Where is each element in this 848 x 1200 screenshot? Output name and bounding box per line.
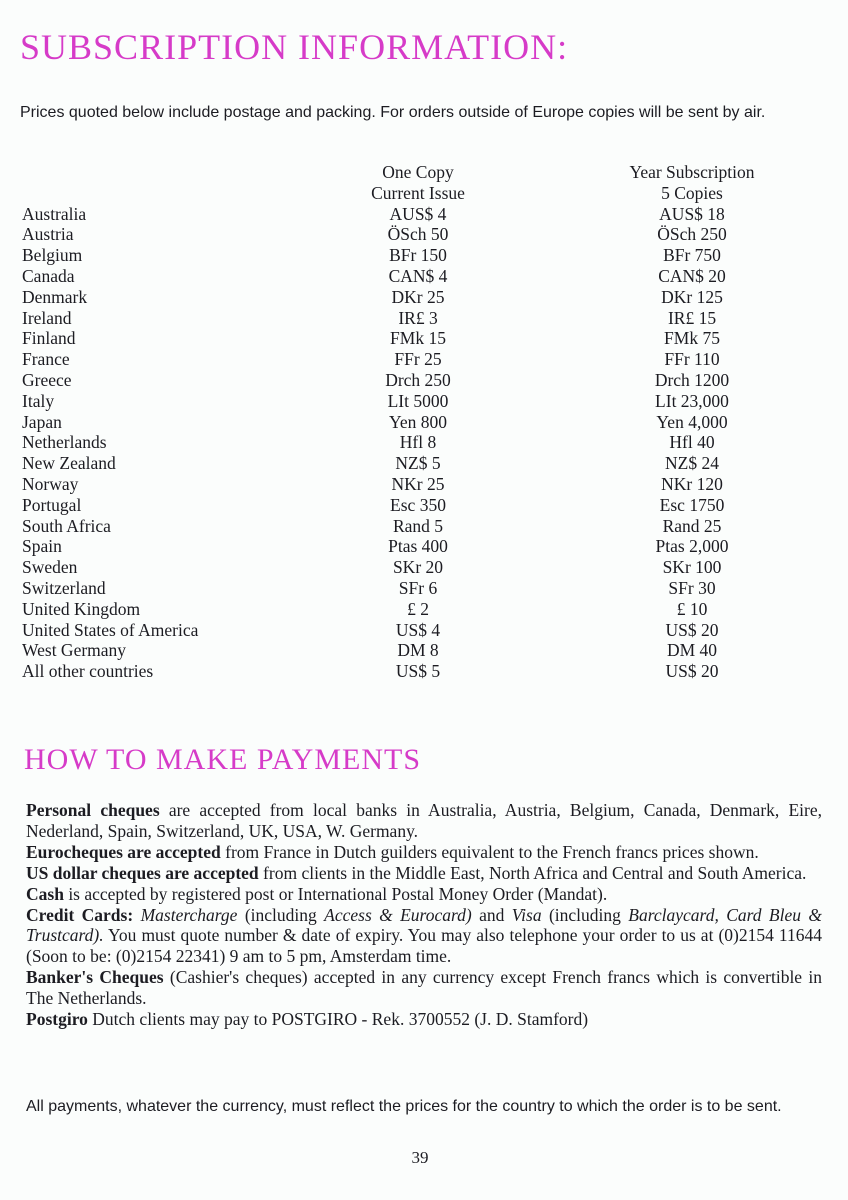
paragraph-text: are accepted from local banks in Australia, Austria, Belgium, Canada, Denmark, Eire, Nederland, Spain, Switzerland, UK, USA, W. Germany.	[26, 800, 822, 841]
paragraph-text: Dutch clients may pay to POSTGIRO - Rek. 3700552 (J. D. Stamford)	[87, 1009, 589, 1030]
one-copy-price: NZ$ 5	[395, 453, 441, 474]
table-row	[22, 578, 812, 599]
year-price: Yen 4,000	[656, 411, 728, 432]
header-line: 5 Copies	[661, 182, 723, 203]
year-price: DM 40	[666, 640, 718, 661]
paragraph-text: from clients in the Middle East, North Africa and Central and South America.	[258, 862, 807, 883]
country-cell: Denmark	[22, 286, 88, 307]
year-price: US$ 20	[665, 619, 719, 640]
year-price: £ 10	[676, 598, 708, 619]
year-price: NZ$ 24	[665, 453, 719, 474]
header-line: One Copy	[382, 162, 454, 182]
bankers-cheques-paragraph	[26, 967, 822, 1009]
country-cell: New Zealand	[22, 453, 116, 474]
page-title: SUBSCRIPTION INFORMATION:	[20, 27, 569, 67]
table-row	[22, 495, 812, 516]
header-line: Year Subscription	[629, 162, 755, 182]
one-copy-price: FFr 25	[394, 349, 442, 370]
bold-term: Postgiro	[26, 1009, 88, 1030]
year-subscription-header	[592, 162, 792, 204]
paragraph-text: You must quote number & date of expiry. You may also telephone your order to us at (0)2154 11644 (Soon to be: (0)2154 22341) 9 am to 5 pm, Amsterdam time.	[26, 925, 822, 967]
table-row	[22, 349, 812, 370]
one-copy-price: Rand 5	[392, 515, 444, 536]
year-price: IR£ 15	[667, 307, 717, 328]
country-cell: Switzerland	[22, 577, 106, 598]
one-copy-price: US$ 4	[395, 619, 441, 640]
price-rows	[22, 204, 812, 682]
page-number: 39	[411, 1148, 429, 1167]
table-row	[22, 224, 812, 245]
us-dollar-paragraph	[26, 863, 822, 884]
table-row	[22, 661, 812, 682]
year-price: AUS$ 18	[659, 203, 725, 224]
table-row	[22, 516, 812, 537]
country-cell: Spain	[22, 536, 62, 557]
italic-term: Mastercharge	[140, 904, 238, 925]
one-copy-price: Drch 250	[385, 369, 451, 390]
table-row	[22, 453, 812, 474]
paragraph-text: (including	[541, 904, 629, 925]
country-cell: France	[22, 349, 70, 370]
year-price: Drch 1200	[654, 369, 730, 390]
country-cell: Ireland	[22, 307, 72, 328]
one-copy-price: NKr 25	[391, 473, 445, 494]
country-cell: All other countries	[22, 661, 154, 682]
year-price: DKr 125	[661, 286, 723, 307]
table-row	[22, 640, 812, 661]
one-copy-price: IR£ 3	[398, 307, 438, 328]
table-row	[22, 328, 812, 349]
country-cell: United States of America	[22, 619, 199, 640]
country-cell: Portugal	[22, 494, 82, 515]
table-row	[22, 308, 812, 329]
table-row	[22, 432, 812, 453]
postgiro-paragraph	[26, 1009, 822, 1030]
country-cell: Finland	[22, 328, 76, 349]
personal-cheques-paragraph	[26, 800, 822, 842]
italic-term: Barclaycard, Card Bleu & Trustcard).	[26, 904, 822, 946]
country-cell: Canada	[22, 265, 75, 286]
year-price: Rand 25	[662, 515, 722, 536]
table-row	[22, 245, 812, 266]
one-copy-price: LIt 5000	[387, 390, 449, 411]
one-copy-header	[338, 162, 498, 204]
bold-term: Eurocheques are accepted	[26, 841, 221, 862]
paragraph-text: (including	[237, 904, 325, 925]
year-price: FMk 75	[664, 328, 720, 349]
country-cell: Japan	[22, 411, 62, 432]
one-copy-price: ÖSch 50	[387, 224, 449, 245]
country-cell: Sweden	[22, 557, 78, 578]
country-cell: Italy	[22, 390, 55, 411]
year-price: BFr 750	[663, 245, 721, 266]
one-copy-price: Ptas 400	[388, 536, 448, 557]
table-row	[22, 474, 812, 495]
year-price: US$ 20	[665, 661, 719, 682]
country-cell: South Africa	[22, 515, 111, 536]
table-row	[22, 370, 812, 391]
italic-term: Access & Eurocard)	[324, 904, 472, 925]
one-copy-price: SKr 20	[392, 557, 444, 578]
year-price: SKr 100	[662, 557, 722, 578]
bold-term: Cash	[26, 883, 64, 904]
table-row	[22, 599, 812, 620]
country-cell: Netherlands	[22, 432, 107, 453]
year-price: SFr 30	[668, 577, 716, 598]
year-price: ÖSch 250	[657, 224, 727, 245]
year-price: NKr 120	[661, 473, 723, 494]
one-copy-price: SFr 6	[398, 577, 438, 598]
one-copy-price: £ 2	[407, 598, 429, 619]
country-cell: Norway	[22, 473, 79, 494]
country-cell: West Germany	[22, 640, 127, 661]
bold-term: Banker's Cheques	[26, 967, 164, 988]
year-price: Hfl 40	[669, 432, 715, 453]
bold-term: US dollar cheques are accepted	[26, 862, 259, 883]
payments-heading: HOW TO MAKE PAYMENTS	[24, 743, 422, 776]
paragraph-text: is accepted by registered post or International Postal Money Order (Mandat).	[63, 883, 608, 904]
closing-text: All payments, whatever the currency, must reflect the prices for the country to which the order is to be sent.	[26, 1098, 782, 1115]
intro-text: Prices quoted below include postage and packing. For orders outside of Europe copies will be sent by air.	[20, 104, 766, 121]
table-row	[22, 620, 812, 641]
one-copy-price: CAN$ 4	[388, 265, 448, 286]
paragraph-text: and	[471, 904, 512, 925]
one-copy-price: DKr 25	[391, 286, 445, 307]
table-row	[22, 391, 812, 412]
one-copy-price: AUS$ 4	[389, 203, 447, 224]
year-price: Ptas 2,000	[655, 536, 729, 557]
one-copy-price: DM 8	[397, 640, 439, 661]
header-line: Current Issue	[371, 182, 465, 203]
bold-term: Personal cheques	[26, 800, 160, 820]
bold-term: Credit Cards:	[26, 904, 134, 925]
table-row	[22, 536, 812, 557]
italic-term: Visa	[511, 904, 542, 925]
table-row	[22, 557, 812, 578]
one-copy-price: US$ 5	[395, 661, 441, 682]
year-price: LIt 23,000	[655, 390, 729, 411]
paragraph-text: from France in Dutch guilders equivalent to the French francs prices shown.	[220, 841, 759, 862]
country-cell: Belgium	[22, 245, 83, 266]
payments-section	[26, 800, 822, 1030]
one-copy-price: Esc 350	[390, 494, 446, 515]
paragraph-text: (Cashier's cheques) accepted in any currency except French francs which is convertible in The Netherlands.	[26, 967, 822, 1009]
one-copy-price: FMk 15	[390, 328, 446, 349]
one-copy-price: Hfl 8	[399, 432, 437, 453]
one-copy-price: BFr 150	[389, 245, 447, 266]
country-cell: Austria	[22, 224, 74, 245]
year-price: Esc 1750	[659, 494, 725, 515]
country-cell: United Kingdom	[22, 598, 141, 619]
table-row	[22, 412, 812, 433]
cash-paragraph	[26, 884, 822, 905]
credit-cards-paragraph	[26, 905, 822, 968]
table-row	[22, 204, 812, 225]
table-row	[22, 287, 812, 308]
one-copy-price: Yen 800	[388, 411, 448, 432]
year-price: CAN$ 20	[658, 265, 726, 286]
country-cell: Greece	[22, 369, 72, 390]
year-price: FFr 110	[664, 349, 720, 370]
eurocheques-paragraph	[26, 842, 822, 863]
country-cell: Australia	[22, 203, 87, 224]
table-row	[22, 266, 812, 287]
